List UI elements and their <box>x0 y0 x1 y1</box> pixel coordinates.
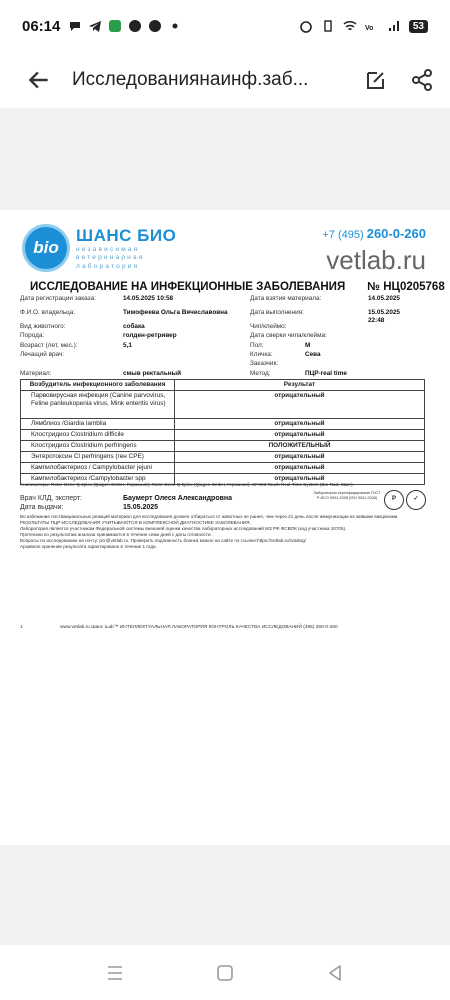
dot-icon <box>168 19 182 33</box>
pathogen-cell: Лямблиоз /Giardia lamblia <box>21 419 175 430</box>
field-sex <box>250 342 310 350</box>
back-arrow-icon[interactable] <box>26 67 52 93</box>
volte-icon <box>365 19 379 33</box>
iso-stamp-icon: ✓ <box>406 490 426 510</box>
bio-logo-icon: bio <box>22 224 70 272</box>
breed-value: голден-ретривер <box>123 332 177 339</box>
notification-icons <box>68 19 182 33</box>
method-label: Метод: <box>250 370 271 377</box>
lab-logo <box>22 224 176 272</box>
doctor-row <box>20 495 232 504</box>
app-bar-actions <box>364 68 434 92</box>
chip-check-label: Дата сверки чипа/клейма: <box>250 332 327 339</box>
lab-phone <box>322 226 426 243</box>
reg-date-label: Дата регистрации заказа: <box>20 295 96 302</box>
vibrate-icon <box>321 19 335 33</box>
pathogen-cell: Клостридиоз Clostridium difficile <box>21 430 175 441</box>
chat-icon <box>68 19 82 33</box>
table-header-row <box>21 380 425 391</box>
table-row <box>21 419 425 430</box>
done-date-value: 15.05.2025 22:48 <box>368 309 400 324</box>
report-number: № НЦ0205768 <box>367 281 445 293</box>
document-title: Исследованиянаинф.заб... <box>72 69 309 90</box>
lab-sub-3: лаборатория <box>76 262 140 270</box>
pathogen-cell: Кампилобактериоз / Campylobacter jejuni <box>21 463 175 474</box>
facebook-icon <box>128 19 142 33</box>
field-chip <box>250 323 287 331</box>
field-sample-date <box>250 295 400 303</box>
note-line: Лаборатория является участником Федеральной системы внешней оценки качества лабораторных исследований МЗ РФ ФСВОК (код участника 10705). <box>20 525 347 531</box>
document-page[interactable] <box>0 210 450 845</box>
owner-value: Тимофеева Ольга Вячеславовна <box>123 309 228 316</box>
field-method <box>250 370 347 378</box>
phone-number: 260-0-260 <box>366 226 426 241</box>
reg-date-value: 14.05.2025 10:58 <box>123 295 174 302</box>
table-row <box>21 452 425 463</box>
result-cell: отрицательный <box>175 430 425 441</box>
result-cell: отрицательный <box>175 474 425 485</box>
issue-label: Дата выдачи: <box>20 504 64 511</box>
note-line: Претензии по результатам анализа принимаются в течение семи дней с даты готовности. <box>20 531 212 537</box>
table-row <box>21 391 425 419</box>
doctor-value: Баумерт Олеся Александровна <box>123 495 233 502</box>
field-species <box>20 323 145 331</box>
sample-date-value: 14.05.2025 <box>368 295 400 302</box>
status-time: 06:14 <box>22 17 61 35</box>
report-title-text: ИССЛЕДОВАНИЕ НА ИНФЕКЦИОННЫЕ ЗАБОЛЕВАНИЯ <box>30 281 346 293</box>
table-row <box>21 463 425 474</box>
lab-sub-2: ветеринарная <box>76 254 145 262</box>
app-bar <box>0 52 450 108</box>
wifi-icon <box>343 19 357 33</box>
doctor-label: Врач КЛД, эксперт: <box>20 495 82 502</box>
species-label: Вид животного: <box>20 323 66 330</box>
sex-label: Пол: <box>250 342 264 349</box>
owner-label: Ф.И.О. владельца: <box>20 309 76 316</box>
result-cell: ПОЛОЖИТЕЛЬНЫЙ <box>175 441 425 452</box>
viewer-background <box>0 845 450 945</box>
issue-row <box>20 504 158 513</box>
svg-text:Vo: Vo <box>364 25 374 32</box>
chip-label: Чип/клеймо: <box>250 323 287 330</box>
done-date-label: Дата выполнения: <box>250 309 304 316</box>
field-age <box>20 342 132 350</box>
breed-label: Порода: <box>20 332 45 339</box>
column-header-pathogen: Возбудитель инфекционного заболевания <box>21 380 175 391</box>
battery-indicator: 53 <box>409 20 428 33</box>
lab-site: vetlab.ru <box>326 245 426 275</box>
back-icon[interactable] <box>324 962 346 984</box>
status-bar <box>0 0 450 52</box>
system-icons <box>299 19 428 33</box>
page-footer <box>20 625 338 631</box>
sex-value: М <box>305 342 311 349</box>
column-header-result: Результат <box>175 380 425 391</box>
note-line: Архивное хранение результата гарантировано в течение 1 года. <box>20 543 157 549</box>
recent-apps-icon[interactable] <box>104 962 126 984</box>
phone-prefix: +7 (495) <box>322 229 364 241</box>
result-cell: отрицательный <box>175 391 425 419</box>
pathogen-cell: Клостридиоз Clostridium perfringens <box>21 441 175 452</box>
field-nick <box>250 351 321 359</box>
footer-text: www.vetlab.ru Шанс iLab™ ИНТЕЛЛЕКТУАЛЬНАЯ ЛАБОРАТОРИЯ КОНТРОЛЬ КАЧЕСТВА ИССЛЕДОВАНИЙ (495) 260-0-260 <box>60 625 338 630</box>
system-nav-bar <box>0 945 450 1000</box>
age-value: 5,1 <box>123 342 132 349</box>
nick-label: Кличка: <box>250 351 273 358</box>
method-value: ПЦР-real time <box>305 370 347 377</box>
app-icon <box>108 19 122 33</box>
note-line: Вопросы по исследованию на почту: pcr@vetlab.ru. Проверить подлинность бланка можно на сайте по ссылке:https://vetlab.ru/catalog/ <box>20 537 306 543</box>
results-table <box>20 379 425 485</box>
result-cell: отрицательный <box>175 452 425 463</box>
pathogen-cell: Энтеротоксин Cl perfringens (ген CPE) <box>21 452 175 463</box>
table-row <box>21 430 425 441</box>
share-icon[interactable] <box>410 68 434 92</box>
facebook-icon <box>148 19 162 33</box>
lab-name: ШАНС БИО <box>76 225 177 245</box>
analyzers-text: Анализаторы: Rotor-Gene Q 2plex (Qiagen GmbH, Германия); Rotor-Gene Q 5plex (Qiagen GmbH, Германия); CFX96 Touch Real-Time System (Bio-Rad, США) <box>20 482 353 487</box>
field-client <box>250 360 278 368</box>
signal-icon <box>387 19 401 33</box>
species-value: собака <box>123 323 145 330</box>
note-line: Во избежание поствакцинальных реакций материал для исследования должен отбираться от животных не ранее, чем через 21 день после иммунизации их живыми вакцинами. <box>20 514 399 519</box>
material-label: Материал: <box>20 370 52 377</box>
field-breed <box>20 332 177 340</box>
result-cell: отрицательный <box>175 419 425 430</box>
notes-block <box>20 514 420 550</box>
field-material <box>20 370 181 378</box>
vet-label: Лечащий врач: <box>20 351 65 358</box>
report-title <box>30 280 445 294</box>
cert-text: Лаборатория сертифицирована ГОСТ Р ИСО 9001-2008 (ISO 9001:2008) <box>313 491 381 500</box>
table-row <box>21 441 425 452</box>
issue-value: 15.05.2025 <box>123 504 159 511</box>
field-owner <box>20 309 228 317</box>
material-value: смыв ректальный <box>123 370 182 377</box>
age-label: Возраст (лет, мес.): <box>20 342 78 349</box>
lab-sub-1: независимая <box>76 245 140 253</box>
viewer-background <box>0 108 450 210</box>
pathogen-cell: Парвовирусная инфекция (Canine parvovirus, Feline panleukopenia virus, Mink enteritis virus) <box>21 391 175 419</box>
alarm-icon <box>299 19 313 33</box>
field-chip-check <box>250 332 327 340</box>
sample-date-label: Дата взятия материала: <box>250 295 322 302</box>
client-label: Заказчик: <box>250 360 279 367</box>
pathogen-cell: Кампилобактериоз /Campylobacter spp <box>21 474 175 485</box>
note-line: РЕЗУЛЬТАТЫ ПЦР-ИССЛЕДОВАНИЯ УЧИТЫВАЮТСЯ В КОМПЛЕКСНОЙ ДИАГНОСТИКЕ ЗАБОЛЕВАНИЯ. <box>20 519 251 525</box>
nick-value: Сева <box>305 351 321 358</box>
edit-icon[interactable] <box>364 68 388 92</box>
telegram-icon <box>88 19 102 33</box>
cert-stamp-icon: Р <box>384 490 404 510</box>
field-reg-date <box>20 295 173 303</box>
field-vet <box>20 351 123 359</box>
page-number: 1 <box>20 625 23 630</box>
home-icon[interactable] <box>214 962 236 984</box>
result-cell: отрицательный <box>175 463 425 474</box>
